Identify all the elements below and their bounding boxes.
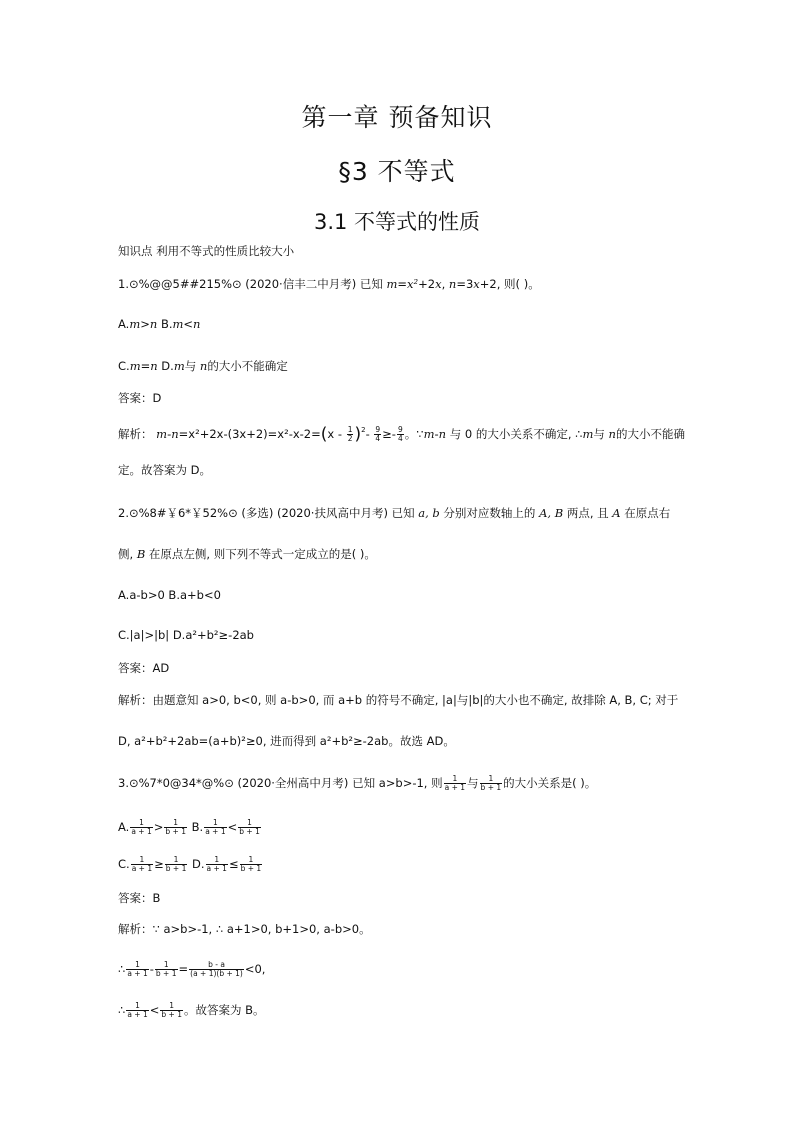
q1-stem: 1.⊙%@@5##215%⊙ (2020·信丰二中月考) 已知 m=x²+2x, n=3x+2, 则( )。	[118, 277, 540, 291]
q2-options-cd: C.|a|>|b| D.a²+b²≥-2ab	[118, 628, 254, 642]
q1-analysis: 解析： m-n=x²+2x-(3x+2)=x²-x-2=(x - $\frac{1}{2}$ )$^2$- $\frac{9}{4}$ ≥- $\frac{9}{4}$ 。∵m-n 与 0 的大小关系不确定, ∴m与 n的大小不能确	[118, 424, 685, 445]
q3-stem: 3.⊙%7*0@34*@%⊙ (2020·全州高中月考) 已知 a>b>-1, 则 $\frac{1}{a + 1}$ 与 $\frac{1}{b + 1}$ 的大小关系是( )。	[118, 774, 597, 792]
subsection-title: 3.1 不等式的性质	[313, 210, 481, 234]
chapter-title: 第一章 预备知识	[301, 103, 493, 132]
q1-fraction-nine-quarters: $\frac{9}{4}$	[375, 425, 381, 443]
q3-analysis-2: ∴ $\frac{1}{a + 1}$ - $\frac{1}{b + 1}$ = $\frac{b - a}{(a + 1)(b + 1)}$ <0,	[118, 960, 266, 978]
q3-answer: 答案：B	[118, 891, 161, 905]
q2-options-ab: A.a-b>0 B.a+b<0	[118, 588, 221, 602]
q3-options-cd: C. $\frac{1}{a + 1}$ ≥ $\frac{1}{b + 1}$ D. $\frac{1}{a + 1}$ ≤ $\frac{1}{b + 1}$	[118, 855, 262, 873]
knowledge-point: 知识点 利用不等式的性质比较大小	[118, 244, 295, 258]
q3-analysis-3: ∴ $\frac{1}{a + 1}$ < $\frac{1}{b + 1}$ 。故答案为 B。	[118, 1001, 265, 1019]
q1-options-cd: C.m=n D.m与 n的大小不能确定	[118, 359, 288, 373]
q1-fraction-half: $\frac{1}{2}$	[347, 425, 353, 443]
q1-answer: 答案：D	[118, 391, 162, 405]
q3-fraction-b: $\frac{1}{b + 1}$	[480, 774, 502, 792]
q3-options-ab: A. $\frac{1}{a + 1}$ > $\frac{1}{b + 1}$ B. $\frac{1}{a + 1}$ < $\frac{1}{b + 1}$	[118, 818, 260, 836]
q2-answer: 答案：AD	[118, 661, 170, 675]
q1-fraction-nine-quarters-2: $\frac{9}{4}$	[397, 425, 403, 443]
q3-analysis-1: 解析：∵ a>b>-1, ∴ a+1>0, b+1>0, a-b>0。	[118, 922, 371, 936]
q2-stem-cont: 侧, B 在原点左侧, 则下列不等式一定成立的是( )。	[118, 547, 376, 561]
q2-stem: 2.⊙%8#￥6*￥52%⊙ (多选) (2020·扶风高中月考) 已知 a, b 分别对应数轴上的 A, B 两点, 且 A 在原点右	[118, 506, 671, 520]
q2-analysis: 解析：由题意知 a>0, b<0, 则 a-b>0, 而 a+b 的符号不确定, |a|与|b|的大小也不确定, 故排除 A, B, C; 对于	[118, 693, 679, 707]
q3-fraction-a: $\frac{1}{a + 1}$	[444, 774, 466, 792]
q1-options-ab: A.m>n B.m<n	[118, 317, 201, 331]
q2-analysis-cont: D, a²+b²+2ab=(a+b)²≥0, 进而得到 a²+b²≥-2ab。故选 AD。	[118, 734, 455, 748]
q1-analysis-cont: 定。故答案为 D。	[118, 463, 212, 477]
section-title: §3 不等式	[338, 157, 456, 186]
